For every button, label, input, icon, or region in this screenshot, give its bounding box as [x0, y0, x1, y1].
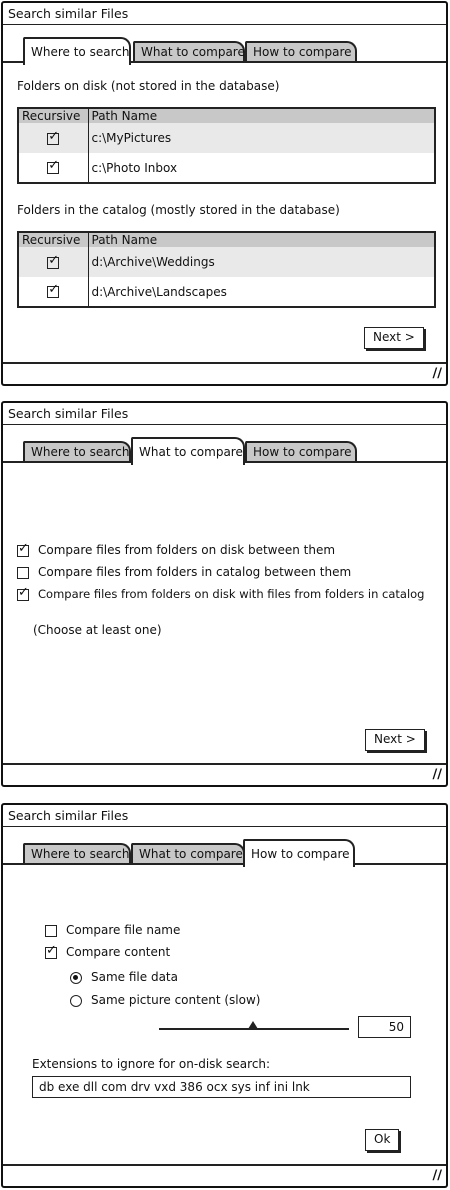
option-label: Compare files from folders in catalog between them	[38, 565, 352, 579]
window-title: Search similar Files	[3, 403, 446, 425]
column-header-recursive: Recursive	[18, 232, 88, 247]
path-cell: d:\Archive\Weddings	[88, 247, 435, 277]
tab-how-to-compare[interactable]: How to compare	[243, 839, 355, 867]
column-header-path: Path Name	[88, 232, 435, 247]
next-button[interactable]: Next >	[364, 327, 424, 349]
window-what-to-compare	[1, 401, 448, 787]
resize-grip-icon[interactable]: ∕∕	[432, 366, 442, 381]
recursive-cell[interactable]	[18, 277, 88, 307]
radio-icon[interactable]	[70, 972, 82, 984]
extensions-label: Extensions to ignore for on-disk search:	[32, 1057, 271, 1071]
ok-button[interactable]: Ok	[365, 1129, 399, 1151]
tab-what-to-compare[interactable]: What to compare	[131, 437, 245, 465]
option-label: Compare file name	[66, 923, 181, 937]
status-bar	[3, 1164, 446, 1186]
tab-how-to-compare[interactable]: How to compare	[245, 441, 357, 463]
option-label: Compare content	[66, 945, 171, 959]
path-cell: d:\Archive\Landscapes	[91, 284, 227, 299]
tab-where-to-search[interactable]: Where to search	[23, 843, 131, 865]
tab-panel	[3, 61, 446, 362]
radio-icon[interactable]	[70, 995, 82, 1007]
recursive-cell[interactable]	[18, 153, 88, 183]
option-label: Same picture content (slow)	[91, 993, 261, 1007]
option-label: Compare files from folders on disk between them	[38, 543, 336, 557]
window-title: Search similar Files	[3, 3, 446, 25]
next-button[interactable]: Next >	[365, 729, 425, 751]
catalog-folders-label: Folders in the catalog (mostly stored in the database)	[17, 203, 340, 217]
slider-value-field[interactable]	[358, 1016, 411, 1038]
tab-where-to-search[interactable]: Where to search	[23, 37, 131, 65]
checkbox-icon[interactable]	[47, 286, 59, 298]
checkbox-icon[interactable]	[17, 589, 29, 601]
tab-panel	[3, 461, 446, 763]
recursive-cell[interactable]	[18, 247, 88, 277]
option-disk-between[interactable]	[17, 543, 335, 557]
resize-grip-icon[interactable]: ∕∕	[432, 767, 442, 782]
table-row[interactable]	[18, 277, 435, 307]
resize-grip-icon[interactable]: ∕∕	[432, 1168, 442, 1183]
slider-value: 50	[388, 1020, 404, 1034]
tab-panel	[3, 863, 446, 1164]
checkbox-icon[interactable]	[17, 567, 29, 579]
table-row[interactable]	[18, 247, 435, 277]
status-bar	[3, 763, 446, 785]
recursive-cell[interactable]	[18, 123, 88, 153]
tab-what-to-compare[interactable]: What to compare	[133, 41, 245, 63]
status-bar	[3, 362, 446, 384]
path-cell: c:\MyPictures	[88, 123, 435, 153]
checkbox-icon[interactable]	[45, 925, 57, 937]
option-label: Same file data	[91, 970, 178, 984]
tab-what-to-compare[interactable]: What to compare	[131, 843, 245, 865]
table-row[interactable]	[18, 153, 435, 183]
compare-file-name-option[interactable]	[45, 923, 180, 937]
hint-text: (Choose at least one)	[33, 623, 162, 637]
window-title: Search similar Files	[3, 805, 446, 827]
checkbox-icon[interactable]	[45, 947, 57, 959]
radio-same-picture-content[interactable]	[70, 993, 260, 1007]
tab-how-to-compare[interactable]: How to compare	[245, 41, 357, 63]
disk-folders-label: Folders on disk (not stored in the database)	[17, 79, 280, 93]
checkbox-icon[interactable]	[47, 257, 59, 269]
disk-folders-table	[17, 107, 436, 184]
path-cell: c:\Photo Inbox	[91, 160, 178, 175]
radio-same-file-data[interactable]	[70, 970, 178, 984]
checkbox-icon[interactable]	[17, 545, 29, 557]
column-header-recursive: Recursive	[18, 108, 88, 123]
extensions-value: db exe dll com drv vxd 386 ocx sys inf ini lnk	[39, 1080, 310, 1094]
window-how-to-compare	[1, 803, 448, 1188]
option-label: Compare files from folders on disk with files from folders in catalog	[38, 587, 425, 601]
option-catalog-between[interactable]	[17, 565, 351, 579]
tab-where-to-search[interactable]: Where to search	[23, 441, 131, 463]
checkbox-icon[interactable]	[47, 133, 59, 145]
extensions-input[interactable]	[32, 1076, 411, 1098]
table-row[interactable]	[18, 123, 435, 153]
slider-thumb[interactable]	[248, 1021, 258, 1029]
checkbox-icon[interactable]	[47, 162, 59, 174]
option-disk-with-catalog[interactable]	[17, 587, 424, 601]
compare-content-option[interactable]	[45, 945, 170, 959]
catalog-folders-table	[17, 231, 436, 308]
window-where-to-search	[1, 1, 448, 386]
column-header-path: Path Name	[88, 108, 435, 123]
